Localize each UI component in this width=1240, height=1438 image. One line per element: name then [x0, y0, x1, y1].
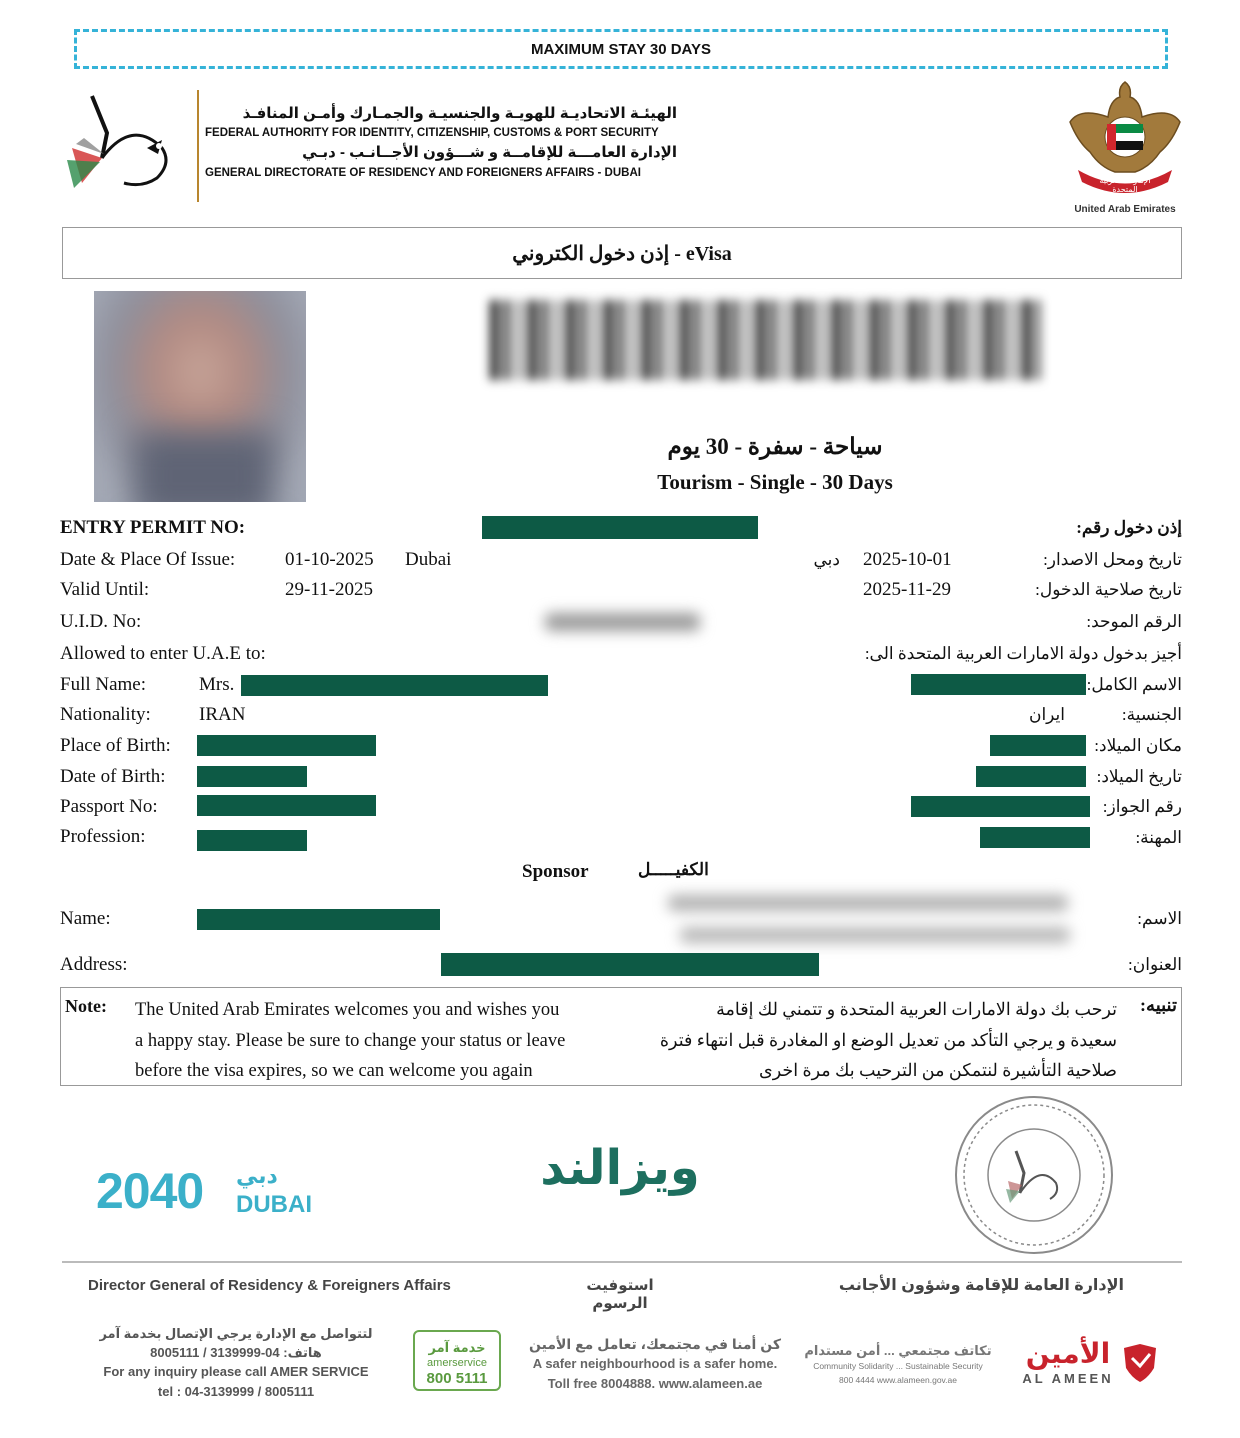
visa-type-ar: سياحة - سفرة - 30 يوم	[667, 434, 883, 459]
contact-line-ar-1: لتتواصل مع الإدارة يرجي الإتصال بخدمة آمر	[99, 1326, 373, 1341]
full-name-label-ar: الاسم الكامل:	[1086, 675, 1182, 694]
authority-name-en: FEDERAL AUTHORITY FOR IDENTITY, CITIZENSHIP, CUSTOMS & PORT SECURITY	[205, 127, 659, 139]
visa-type-en: Tourism - Single - 30 Days	[657, 470, 893, 494]
alameen-logo	[1018, 1338, 1168, 1394]
entry-permit-label: ENTRY PERMIT NO:	[60, 517, 246, 538]
evisa-title-box	[62, 227, 1182, 279]
alameen-slogan-en-2: Toll free 8004888. www.alameen.ae	[547, 1376, 763, 1391]
sponsor-name-redaction	[197, 909, 440, 930]
evisa-title: إذن دخول الكتروني - eVisa	[512, 242, 732, 265]
barcode	[490, 300, 1040, 380]
note-box	[60, 987, 1182, 1086]
sponsor-address-label: Address:	[60, 954, 128, 975]
note-line-ar: سعيدة و يرجي التأكد من تعديل الوضع او المغادرة قبل انتهاء فترة	[659, 1029, 1117, 1050]
dob-ar-redaction	[976, 766, 1086, 787]
contact-line-en-1: For any inquiry please call AMER SERVICE	[103, 1364, 369, 1379]
sponsor-title-en: Sponsor	[522, 861, 589, 882]
alameen-slogan	[520, 1334, 790, 1394]
nationality-value-ar: ايران	[1028, 705, 1065, 724]
full-name-label: Full Name:	[60, 674, 147, 695]
profession-label-ar: المهنة:	[1135, 828, 1182, 847]
full-name-ar-redaction	[911, 674, 1086, 695]
sponsor-address-redaction	[441, 953, 819, 976]
sponsor-address-label-ar: العنوان:	[1128, 955, 1182, 974]
allowed-label: Allowed to enter U.A.E to:	[60, 643, 266, 664]
note-label-ar: تنبيه:	[1140, 995, 1177, 1015]
note-text	[135, 995, 565, 1087]
contact-line-en-2: tel : 04-3139999 / 8005111	[157, 1384, 315, 1399]
contact-line-ar-2: هاتف: 04-3139999 / 8005111	[150, 1345, 322, 1360]
contact-block	[96, 1324, 376, 1402]
pob-ar-redaction	[990, 735, 1086, 756]
falcon-icon	[62, 88, 192, 198]
issue-date-ar: 2025-10-01	[863, 549, 952, 570]
solidarity-en: Community Solidarity ... Sustainable Security	[813, 1361, 983, 1371]
sponsor-name-ar-blurred	[668, 895, 1068, 911]
amer-en: amerservice	[427, 1357, 487, 1369]
amer-service-logo	[413, 1330, 501, 1391]
valid-label: Valid Until:	[60, 579, 150, 600]
sponsor-title-ar: الكفيـــــل	[638, 860, 709, 879]
note-line-ar: صلاحية التأشيرة لنتمكن من الترحيب بك مرة اخرى	[759, 1060, 1117, 1080]
stamp-seal-icon	[950, 1093, 1118, 1257]
note-line: The United Arab Emirates welcomes you and wishes you	[135, 1000, 560, 1020]
alameen-logo-ar: الأمين	[1025, 1338, 1111, 1369]
amer-ar: خدمة آمر	[428, 1340, 486, 1355]
official-stamp	[950, 1093, 1118, 1257]
alameen-slogan-ar: كن أمنا في مجتمعك، تعامل مع الأمين	[529, 1336, 781, 1352]
sponsor-name-ar-blurred-2	[680, 927, 1070, 943]
valid-date-ar: 2025-11-29	[863, 579, 951, 600]
uae-emblem	[1060, 72, 1190, 222]
community-solidarity	[803, 1342, 993, 1388]
note-text-ar	[647, 994, 1117, 1086]
pob-label-ar: مكان الميلاد:	[1094, 736, 1182, 755]
footer-divider	[62, 1261, 1182, 1263]
dubai-ar: دبي	[236, 1163, 278, 1188]
note-line: a happy stay. Please be sure to change your status or leave	[135, 1030, 566, 1051]
nationality-label-ar: الجنسية:	[1121, 705, 1182, 724]
sponsor-name-label-ar: الاسم:	[1137, 909, 1182, 928]
emblem-ribbon-text: الإمارات العربية المتحدة	[1099, 176, 1151, 194]
entry-permit-label-ar: إذن دخول رقم:	[1076, 518, 1182, 537]
directorate-name-en: GENERAL DIRECTORATE OF RESIDENCY AND FOREIGNERS AFFAIRS - DUBAI	[205, 167, 641, 179]
uid-label: U.I.D. No:	[60, 611, 142, 632]
dubai-en: DUBAI	[236, 1191, 312, 1218]
profession-redaction	[197, 830, 307, 851]
entry-permit-redaction	[482, 516, 758, 539]
agency-logo: ويزالند	[540, 1142, 700, 1195]
max-stay-text: MAXIMUM STAY 30 DAYS	[530, 40, 712, 58]
nationality-value: IRAN	[199, 704, 246, 725]
passport-label: Passport No:	[60, 796, 158, 817]
profession-ar-redaction	[980, 827, 1090, 848]
pob-redaction	[197, 735, 376, 756]
issue-label-ar: تاريخ ومحل الاصدار:	[1043, 550, 1182, 569]
full-name-prefix: Mrs.	[199, 674, 235, 695]
authority-falcon-logo	[62, 88, 192, 198]
fees-collected-ar: استوفيت الرسوم	[586, 1277, 654, 1312]
amer-number: 800 5111	[426, 1370, 488, 1387]
note-line-ar: ترحب بك دولة الامارات العربية المتحدة و تتمني لك إقامة	[716, 999, 1117, 1019]
uid-label-ar: الرقم الموحد:	[1086, 612, 1182, 631]
header-divider	[197, 90, 199, 202]
max-stay-banner	[74, 29, 1168, 69]
authority-name-ar: الهيئـة الاتحاديـة للهويـة والجنسيـة والجمـارك وأمـن المنافـذ	[242, 105, 677, 122]
directorate-name-ar: الإدارة العامـــة للإقامــة و شـــؤون الأجــانـب - دبـي	[302, 144, 677, 161]
director-general-en: Director General of Residency & Foreigners Affairs	[88, 1277, 451, 1294]
applicant-photo	[94, 291, 306, 502]
dubai-2040-year: 2040	[96, 1163, 204, 1219]
full-name-redaction	[241, 675, 548, 696]
note-line: before the visa expires, so we can welcome you again	[135, 1061, 533, 1081]
note-label: Note:	[65, 996, 107, 1016]
valid-date: 29-11-2025	[285, 579, 373, 600]
passport-redaction	[197, 795, 376, 816]
alameen-slogan-en-1: A safer neighbourhood is a safer home.	[532, 1356, 778, 1371]
passport-label-ar: رقم الجواز:	[1102, 797, 1182, 816]
directorate-footer-ar: الإدارة العامة للإقامة وشؤون الأجانب	[838, 1277, 1124, 1294]
dob-redaction	[197, 766, 307, 787]
sponsor-name-label: Name:	[60, 908, 111, 929]
authority-header-text	[205, 104, 677, 182]
emblem-caption: United Arab Emirates	[1074, 204, 1176, 215]
profession-label: Profession:	[60, 826, 146, 847]
issue-place: Dubai	[405, 549, 452, 570]
dob-label: Date of Birth:	[60, 766, 166, 787]
valid-label-ar: تاريخ صلاحية الدخول:	[1035, 580, 1182, 599]
solidarity-ar: تكاتف مجتمعي ... أمن مستدام	[804, 1343, 992, 1358]
uid-value-blurred	[545, 613, 700, 631]
allowed-label-ar: أجيز بدخول دولة الامارات العربية المتحدة الى:	[864, 644, 1182, 663]
nationality-label: Nationality:	[60, 704, 151, 725]
dubai-2040-logo	[96, 1162, 316, 1232]
alameen-shield-icon	[1120, 1342, 1160, 1384]
passport-ar-redaction	[911, 796, 1090, 817]
pob-label: Place of Birth:	[60, 735, 171, 756]
issue-label: Date & Place Of Issue:	[60, 549, 236, 570]
alameen-logo-en: AL AMEEN	[1022, 1371, 1114, 1386]
solidarity-contact: 800 4444 www.alameen.gov.ae	[839, 1375, 957, 1385]
dob-label-ar: تاريخ الميلاد:	[1096, 767, 1182, 786]
issue-date: 01-10-2025	[285, 549, 374, 570]
issue-place-ar: دبي	[813, 550, 840, 569]
